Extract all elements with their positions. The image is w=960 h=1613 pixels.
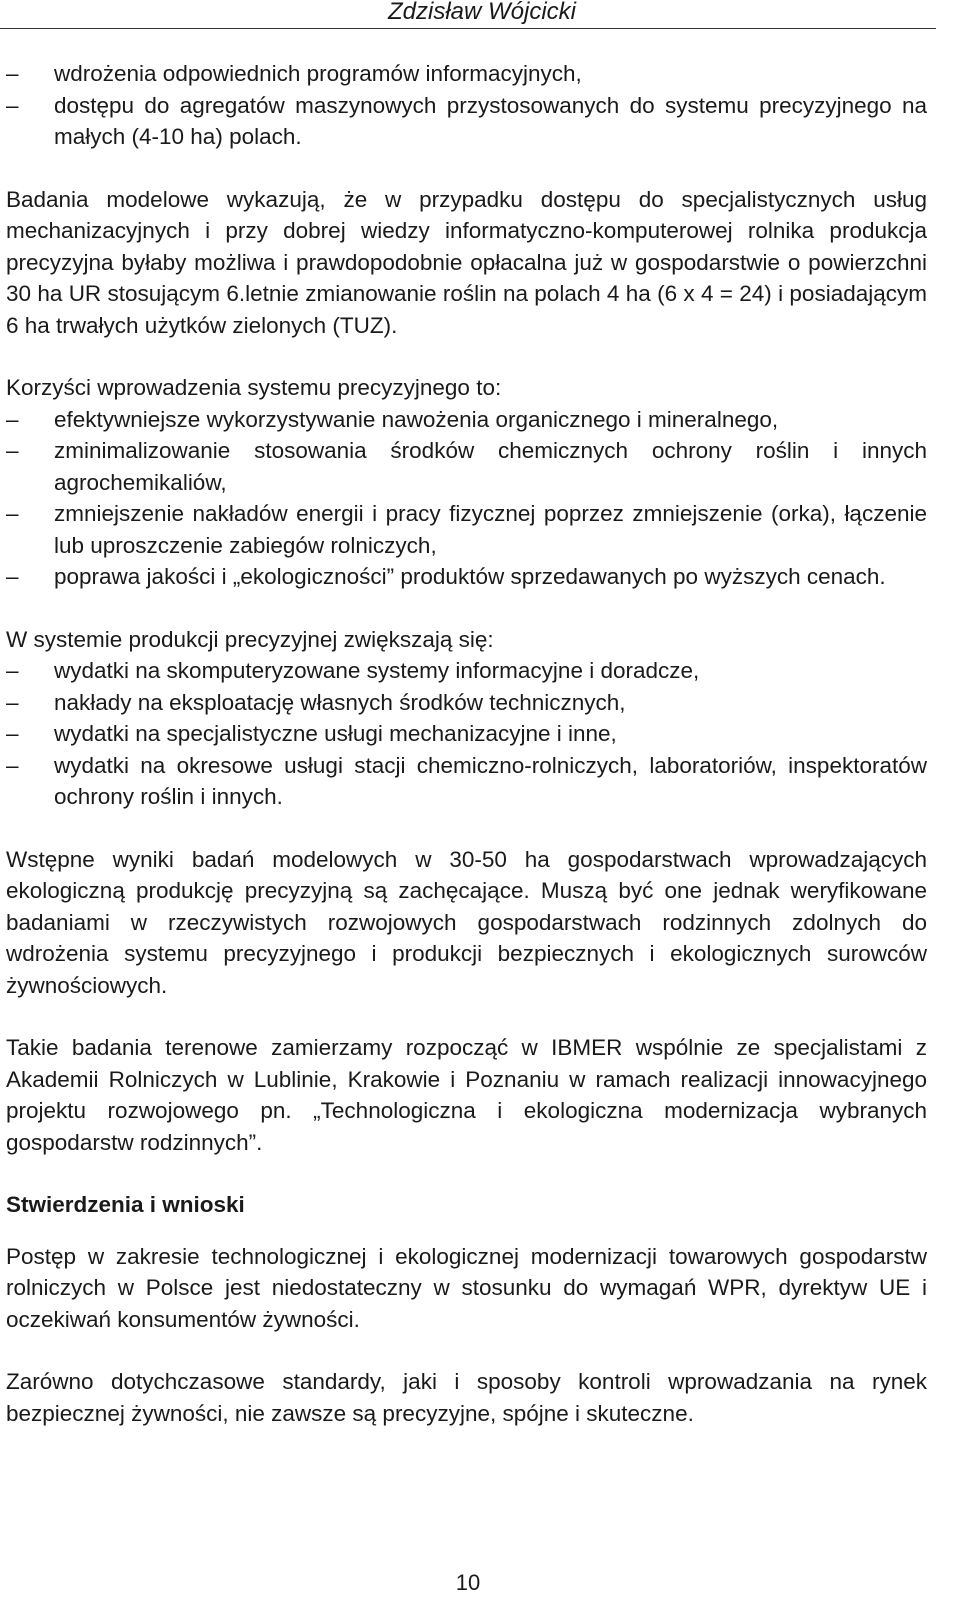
list-item bbox=[6, 750, 927, 813]
list-item bbox=[6, 718, 927, 750]
page-number: 10 bbox=[455, 1570, 481, 1595]
dash-marker: – bbox=[6, 61, 19, 86]
page-body bbox=[6, 58, 927, 1429]
list-item-text: efektywniejsze wykorzystywanie nawożenia organicznego i mineralnego, bbox=[54, 406, 779, 432]
paragraph-model-studies: Badania modelowe wykazują, że w przypadku dostępu do specjalistycznych usług mechanizacyjnych i przy dobrej wiedzy informatyczno-komputerowej rolnika produkcja precyzyjna byłaby możliwa i prawdopodobnie opłacalna już w gospodarstwie o powierzchni 30 ha UR stosującym 6.letnie zmianowanie roślin na polach 4 ha (6 x 4 = 24) i posiadającym 6 ha trwałych użytków zielonych (TUZ). bbox=[6, 186, 927, 338]
increases-intro: W systemie produkcji precyzyjnej zwiększają się: bbox=[6, 626, 494, 652]
list-item-text: nakłady na eksploatację własnych środków technicznych, bbox=[54, 689, 626, 715]
benefits-list bbox=[6, 404, 927, 593]
list-item-text: poprawa jakości i „ekologiczności” produktów sprzedawanych po wyższych cenach. bbox=[54, 564, 886, 589]
paragraph-field-research: Takie badania terenowe zamierzamy rozpocząć w IBMER wspólnie ze specjalistami z Akademii Rolniczych w Lublinie, Krakowie i Poznaniu w ramach realizacji innowacyjnego projektu rozwojowego pn. „Technologiczna i ekologiczna modernizacja wybranych gospodarstw rodzinnych”. bbox=[6, 1035, 927, 1155]
list-item-text: wydatki na okresowe usługi stacji chemiczno-rolniczych, laboratoriów, inspektoratów ochrony roślin i innych. bbox=[54, 752, 927, 809]
dash-marker: – bbox=[6, 689, 19, 715]
list-item bbox=[6, 58, 927, 90]
running-header bbox=[0, 0, 936, 29]
paragraph-preliminary-results: Wstępne wyniki badań modelowych w 30-50 ha gospodarstwach wprowadzających ekologiczną produkcję precyzyjną są zachęcające. Muszą być one jednak weryfikowane badaniami w rzeczywistych rozwojowych gospodarstwach rodzinnych zdolnych do wdrożenia systemu precyzyjnego i produkcji bezpiecznych i ekologicznych surowców żywnościowych. bbox=[6, 846, 927, 998]
dash-marker: – bbox=[6, 92, 19, 118]
list-item bbox=[6, 90, 927, 153]
list-item bbox=[6, 404, 927, 436]
list-item-text: wydatki na skomputeryzowane systemy informacyjne i doradcze, bbox=[54, 658, 700, 683]
dash-marker: – bbox=[6, 501, 19, 526]
list-item bbox=[6, 498, 927, 561]
dash-marker: – bbox=[6, 406, 19, 432]
dash-marker: – bbox=[6, 438, 19, 463]
list-item-text: dostępu do agregatów maszynowych przystosowanych do systemu precyzyjnego na małych (4-10 ha) polach. bbox=[54, 92, 927, 149]
list-item-text: zmniejszenie nakładów energii i pracy fizycznej poprzez zmniejszenie (orka), łączenie lub uproszczenie zabiegów rolniczych, bbox=[54, 501, 927, 558]
benefits-intro: Korzyści wprowadzenia systemu precyzyjnego to: bbox=[6, 375, 502, 400]
dash-marker: – bbox=[6, 752, 19, 778]
list-item-text: zminimalizowanie stosowania środków chemicznych ochrony roślin i innych agrochemikaliów, bbox=[54, 438, 927, 495]
dash-marker: – bbox=[6, 658, 19, 683]
section-heading: Stwierdzenia i wnioski bbox=[6, 1192, 245, 1217]
dash-marker: – bbox=[6, 721, 19, 746]
increases-list bbox=[6, 655, 927, 813]
list-item-text: wydatki na specjalistyczne usługi mechanizacyjne i inne, bbox=[54, 721, 617, 746]
paragraph-progress: Postęp w zakresie technologicznej i ekologicznej modernizacji towarowych gospodarstw rolniczych w Polsce jest niedostateczny w stosunku do wymagań WPR, dyrektyw UE i oczekiwań konsumentów żywności. bbox=[6, 1243, 927, 1332]
list-item-text: wdrożenia odpowiednich programów informacyjnych, bbox=[54, 61, 582, 86]
top-list bbox=[6, 58, 927, 153]
list-item bbox=[6, 655, 927, 687]
header-author: Zdzisław Wójcicki bbox=[387, 0, 576, 25]
list-item bbox=[6, 687, 927, 719]
list-item bbox=[6, 561, 927, 593]
list-item bbox=[6, 435, 927, 498]
paragraph-standards: Zarówno dotychczasowe standardy, jaki i sposoby kontroli wprowadzania na rynek bezpiecznej żywności, nie zawsze są precyzyjne, spójne i skuteczne. bbox=[6, 1369, 927, 1426]
dash-marker: – bbox=[6, 564, 19, 589]
